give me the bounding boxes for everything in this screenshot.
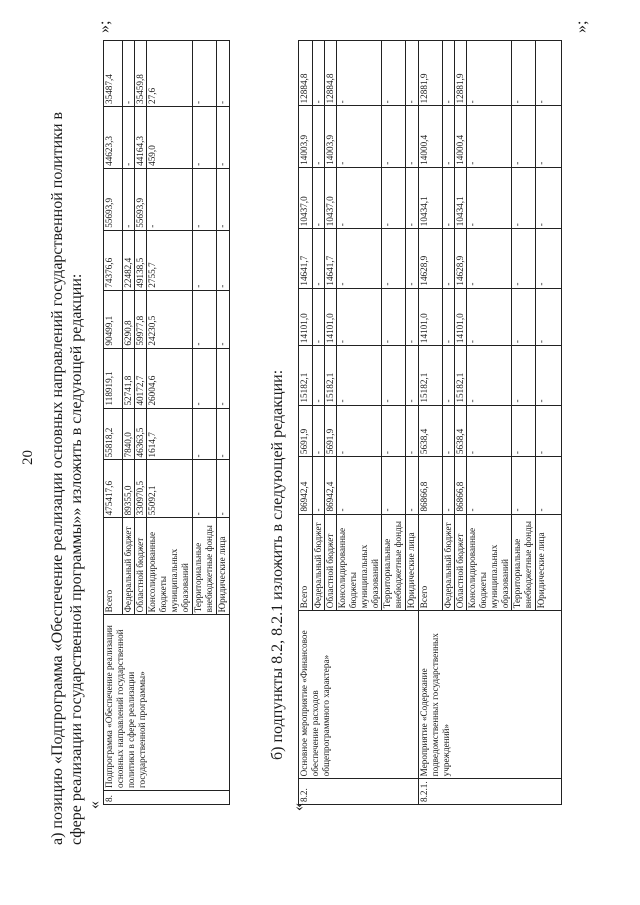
value-cell: - [406,41,419,106]
value-cell: - [337,41,382,106]
value-cell: - [313,229,325,288]
value-cell: 5638,4 [455,405,467,457]
funding-source-cell: Территориальные внебюджетные фонды [512,514,536,611]
value-cell: 10434,1 [455,167,467,228]
value-cell: - [512,167,536,228]
value-cell: 14003,9 [325,106,337,167]
value-cell: - [467,41,512,106]
value-cell: - [337,288,382,345]
value-cell: - [443,405,455,457]
funding-source-cell: Всего [419,514,443,611]
value-cell: - [382,405,406,457]
value-cell: - [217,106,230,168]
funding-source-cell: Консолидированные бюджеты муниципальных образований [467,514,512,611]
value-cell: 35487,4 [104,41,123,107]
value-cell: 5691,9 [299,405,313,457]
value-cell: 10437,0 [325,167,337,228]
value-cell: 86866,8 [455,457,467,514]
value-cell: 7840,0 [123,408,135,460]
value-cell: - [382,346,406,405]
value-cell: - [536,41,562,106]
value-cell: - [512,457,536,514]
value-cell: - [217,41,230,107]
value-cell: 86942,4 [299,457,313,514]
value-cell: 14003,9 [299,106,313,167]
table-row [299,41,313,805]
value-cell: 52741,8 [123,348,135,408]
value-cell: - [337,167,382,228]
value-cell: 10434,1 [419,167,443,228]
value-cell: - [313,167,325,228]
row-number: 8.2. [299,779,419,805]
value-cell: - [443,229,455,288]
value-cell: - [406,229,419,288]
value-cell: 15182,1 [419,346,443,405]
value-cell: 6290,8 [123,290,135,348]
value-cell: 14000,4 [419,106,443,167]
value-cell: 89355,0 [123,460,135,518]
value-cell: 24230,5 [147,290,193,348]
table-row [104,41,123,805]
value-cell: - [193,41,217,107]
value-cell: - [536,106,562,167]
value-cell: - [406,346,419,405]
value-cell: - [382,41,406,106]
program-name-cell: Подпрограмма «Обеспечение реализации основных направлений государственной политики в сфере реализации государственной программы» [104,615,230,791]
value-cell: 118919,1 [104,348,123,408]
value-cell: 74376,6 [104,230,123,290]
value-cell: - [123,168,135,230]
value-cell: - [512,288,536,345]
funding-source-cell: Консолидированные бюджеты муниципальных образований [337,514,382,611]
value-cell: 55818,2 [104,408,123,460]
table-b-close-quote: »; [573,20,590,33]
value-cell: - [382,288,406,345]
row-number: 8.2.1. [419,779,562,805]
funding-source-cell: Территориальные внебюджетные фонды [382,514,406,611]
value-cell: 14628,9 [419,229,443,288]
section-b-open-quote: « [290,803,307,811]
value-cell: 14101,0 [325,288,337,345]
value-cell: - [193,460,217,518]
value-cell: - [382,106,406,167]
value-cell: - [443,346,455,405]
value-cell: - [217,460,230,518]
value-cell: 12881,9 [455,41,467,106]
value-cell: - [443,167,455,228]
funding-source-cell: Всего [299,514,313,611]
value-cell: 15182,1 [325,346,337,405]
value-cell: - [512,346,536,405]
value-cell: - [147,168,193,230]
value-cell: 14101,0 [299,288,313,345]
value-cell: 12881,9 [419,41,443,106]
value-cell: - [406,405,419,457]
value-cell: - [217,348,230,408]
value-cell: - [313,346,325,405]
value-cell: 14641,7 [299,229,313,288]
value-cell: - [217,168,230,230]
value-cell: - [467,457,512,514]
value-cell: - [313,41,325,106]
value-cell: 12884,8 [325,41,337,106]
value-cell: - [443,457,455,514]
section-a-line-1: а) позицию «Подпрограмма «Обеспечение реализации основных направлений государственной политики в [49,111,66,845]
value-cell: - [313,457,325,514]
funding-source-cell: Консолидированные бюджеты муниципальных образований [147,518,193,615]
funding-source-cell: Областной бюджет [135,518,147,615]
value-cell: - [217,230,230,290]
table-b [298,40,562,805]
value-cell: - [536,288,562,345]
value-cell: - [467,288,512,345]
value-cell: - [382,167,406,228]
funding-source-cell: Всего [104,518,123,615]
value-cell: - [123,106,135,168]
funding-source-cell: Областной бюджет [455,514,467,611]
table-row [419,41,443,805]
funding-source-cell: Юридические лица [217,518,230,615]
section-b-line-1: б) подпункты 8.2, 8.2.1 изложить в следующей редакции: [269,369,286,760]
value-cell: - [536,457,562,514]
value-cell: 15182,1 [299,346,313,405]
value-cell: - [382,229,406,288]
section-a-line-2: сфере реализации государственной программы»» изложить в следующей редакции: [68,273,85,845]
value-cell: 1614,7 [147,408,193,460]
value-cell: - [443,288,455,345]
value-cell: 49138,5 [135,230,147,290]
value-cell: 46363,5 [135,408,147,460]
funding-source-cell: Федеральный бюджет [443,514,455,611]
value-cell: 44623,3 [104,106,123,168]
value-cell: 35459,8 [135,41,147,107]
value-cell: - [443,106,455,167]
value-cell: 40172,7 [135,348,147,408]
value-cell: 330970,5 [135,460,147,518]
value-cell: - [313,288,325,345]
program-name-cell: Мероприятие «Содержание подведомственных государственных учреждений» [419,611,562,779]
funding-source-cell: Областной бюджет [325,514,337,611]
funding-source-cell: Территориальные внебюджетные фонды [193,518,217,615]
value-cell: 14628,9 [455,229,467,288]
value-cell: - [217,408,230,460]
funding-source-cell: Юридические лица [536,514,562,611]
value-cell: - [406,106,419,167]
value-cell: 5638,4 [419,405,443,457]
value-cell: - [406,288,419,345]
value-cell: - [467,106,512,167]
program-name-cell: Основное мероприятие «Финансовое обеспечение расходов общепрограммного характера» [299,611,419,779]
value-cell: 475417,6 [104,460,123,518]
value-cell: - [123,41,135,107]
value-cell: - [337,229,382,288]
value-cell: 86866,8 [419,457,443,514]
value-cell: 5691,9 [325,405,337,457]
value-cell: - [337,457,382,514]
value-cell: 55693,9 [135,168,147,230]
value-cell: - [217,290,230,348]
value-cell: - [406,167,419,228]
value-cell: - [313,106,325,167]
section-a-open-quote: « [86,801,103,809]
value-cell: 15182,1 [455,346,467,405]
table-a [103,40,230,805]
funding-source-cell: Федеральный бюджет [123,518,135,615]
value-cell: - [467,405,512,457]
value-cell: 26004,6 [147,348,193,408]
value-cell: 2755,7 [147,230,193,290]
value-cell: - [536,405,562,457]
value-cell: - [443,41,455,106]
value-cell: 86942,4 [325,457,337,514]
funding-source-cell: Федеральный бюджет [313,514,325,611]
value-cell: 55092,1 [147,460,193,518]
value-cell: - [193,106,217,168]
value-cell: - [193,348,217,408]
value-cell: 90499,1 [104,290,123,348]
value-cell: 44164,3 [135,106,147,168]
value-cell: - [382,457,406,514]
value-cell: - [512,229,536,288]
row-number: 8. [104,791,230,805]
value-cell: 55693,9 [104,168,123,230]
value-cell: - [467,346,512,405]
value-cell: 22482,4 [123,230,135,290]
value-cell: - [536,346,562,405]
value-cell: - [406,457,419,514]
value-cell: 27,6 [147,41,193,107]
value-cell: - [536,167,562,228]
value-cell: 12884,8 [299,41,313,106]
value-cell: 59977,8 [135,290,147,348]
value-cell: - [193,230,217,290]
value-cell: - [337,106,382,167]
value-cell: - [536,229,562,288]
value-cell: - [512,405,536,457]
table-a-close-quote: »; [96,20,113,33]
value-cell: 14101,0 [455,288,467,345]
value-cell: - [467,167,512,228]
value-cell: - [193,290,217,348]
value-cell: - [512,106,536,167]
value-cell: - [467,229,512,288]
value-cell: 459,0 [147,106,193,168]
page-number: 20 [20,450,36,465]
value-cell: - [193,408,217,460]
value-cell: - [193,168,217,230]
value-cell: - [313,405,325,457]
value-cell: - [337,346,382,405]
funding-source-cell: Юридические лица [406,514,419,611]
value-cell: 10437,0 [299,167,313,228]
value-cell: 14101,0 [419,288,443,345]
value-cell: - [512,41,536,106]
value-cell: 14000,4 [455,106,467,167]
value-cell: - [337,405,382,457]
value-cell: 14641,7 [325,229,337,288]
